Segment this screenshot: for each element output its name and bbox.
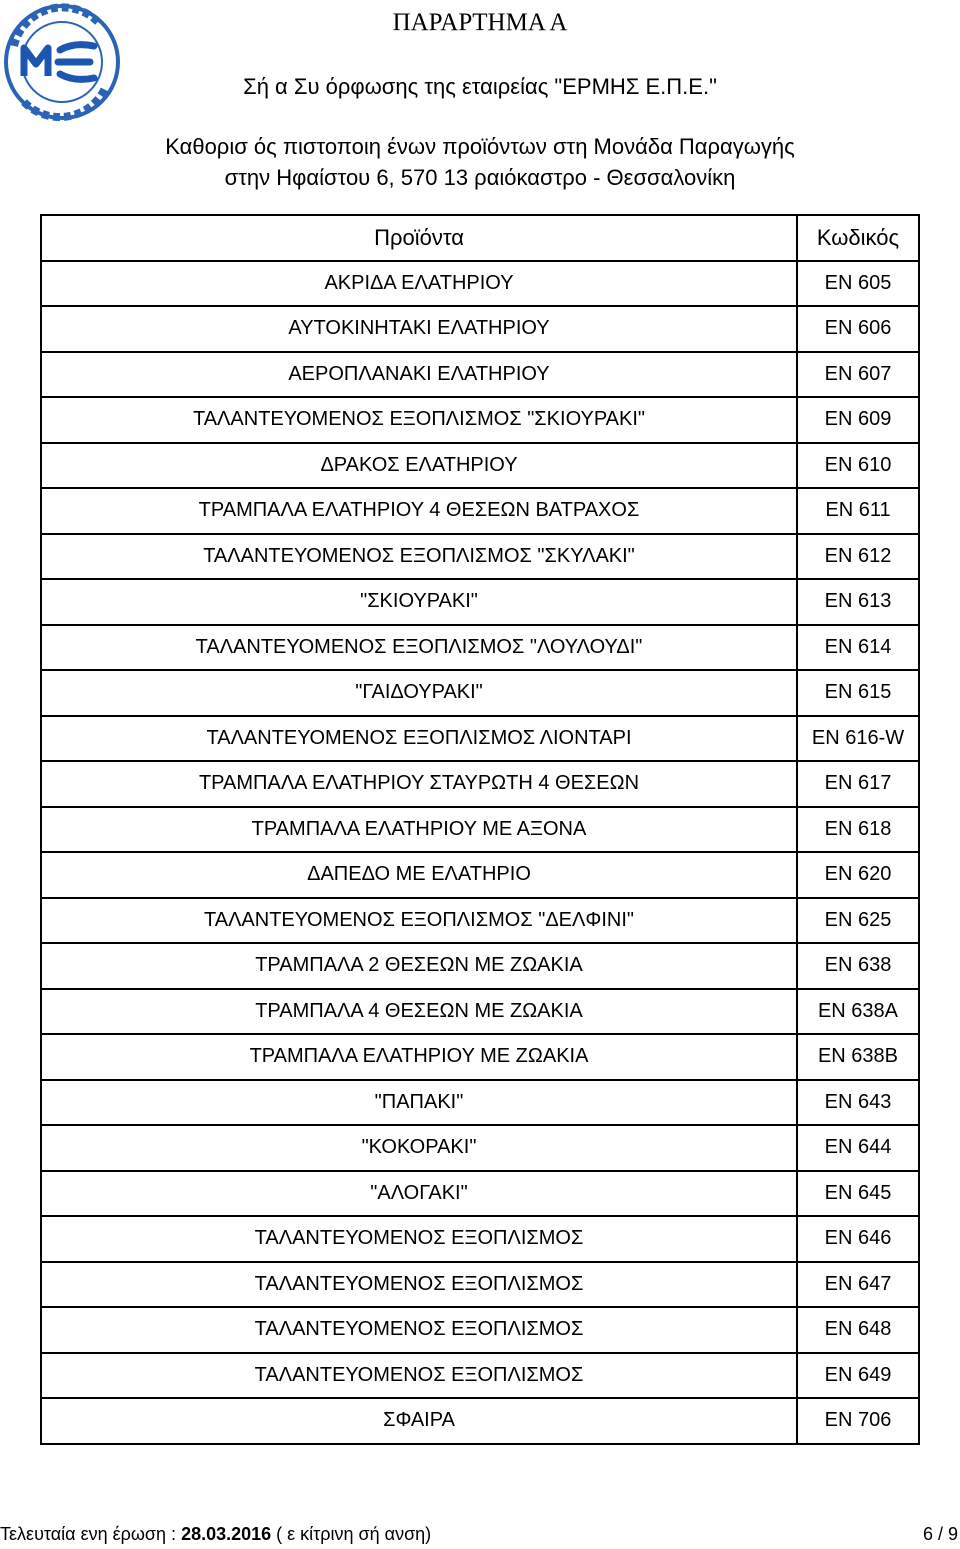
- product-code: EN 616-W: [797, 716, 919, 762]
- product-code: EN 605: [797, 261, 919, 307]
- table-row: [41, 761, 919, 807]
- product-name: "ΠΑΠΑΚΙ": [41, 1080, 797, 1126]
- product-code: EN 649: [797, 1353, 919, 1399]
- product-code: EN 615: [797, 670, 919, 716]
- table-row: [41, 352, 919, 398]
- table-row: [41, 1216, 919, 1262]
- product-name: ΑΚΡΙΔΑ ΕΛΑΤΗΡΙΟΥ: [41, 261, 797, 307]
- product-code: EN 612: [797, 534, 919, 580]
- product-code: EN 706: [797, 1398, 919, 1444]
- product-name: ΤΑΛΑΝΤΕΥΟΜΕΝΟΣ ΕΞΟΠΛΙΣΜΟΣ "ΔΕΛΦΙΝΙ": [41, 898, 797, 944]
- product-code: EN 607: [797, 352, 919, 398]
- table-row: [41, 261, 919, 307]
- product-code: EN 638: [797, 943, 919, 989]
- table-row: [41, 579, 919, 625]
- product-code: EN 617: [797, 761, 919, 807]
- product-name: ΤΡΑΜΠΑΛΑ ΕΛΑΤΗΡΙΟΥ 4 ΘΕΣΕΩΝ ΒΑΤΡΑΧΟΣ: [41, 488, 797, 534]
- product-code: EN 638A: [797, 989, 919, 1035]
- product-name: ΔΡΑΚΟΣ ΕΛΑΤΗΡΙΟΥ: [41, 443, 797, 489]
- table-row: [41, 1034, 919, 1080]
- product-code: EN 625: [797, 898, 919, 944]
- table-row: [41, 625, 919, 671]
- table-row: [41, 670, 919, 716]
- product-code: EN 644: [797, 1125, 919, 1171]
- table-row: [41, 898, 919, 944]
- product-name: "ΣΚΙΟΥΡΑΚΙ": [41, 579, 797, 625]
- product-code: EN 606: [797, 306, 919, 352]
- product-code: EN 620: [797, 852, 919, 898]
- product-code: EN 643: [797, 1080, 919, 1126]
- table-row: [41, 443, 919, 489]
- table-row: [41, 1398, 919, 1444]
- product-code: EN 618: [797, 807, 919, 853]
- product-name: ΑΕΡΟΠΛΑΝΑΚΙ ΕΛΑΤΗΡΙΟΥ: [41, 352, 797, 398]
- product-code: EN 638B: [797, 1034, 919, 1080]
- table-row: [41, 1080, 919, 1126]
- product-name: ΤΡΑΜΠΑΛΑ ΕΛΑΤΗΡΙΟΥ ΜΕ ΖΩΑΚΙΑ: [41, 1034, 797, 1080]
- product-name: ΤΑΛΑΝΤΕΥΟΜΕΝΟΣ ΕΞΟΠΛΙΣΜΟΣ ΛΙΟΝΤΑΡΙ: [41, 716, 797, 762]
- product-name: ΤΡΑΜΠΑΛΑ ΕΛΑΤΗΡΙΟΥ ΣΤΑΥΡΩΤΗ 4 ΘΕΣΕΩΝ: [41, 761, 797, 807]
- product-name: ΤΡΑΜΠΑΛΑ ΕΛΑΤΗΡΙΟΥ ΜΕ ΑΞΟΝΑ: [41, 807, 797, 853]
- table-row: [41, 852, 919, 898]
- table-row: [41, 397, 919, 443]
- product-name: ΤΑΛΑΝΤΕΥΟΜΕΝΟΣ ΕΞΟΠΛΙΣΜΟΣ "ΣΚΙΟΥΡΑΚΙ": [41, 397, 797, 443]
- product-name: ΤΡΑΜΠΑΛΑ 2 ΘΕΣΕΩΝ ΜΕ ΖΩΑΚΙΑ: [41, 943, 797, 989]
- product-code: EN 648: [797, 1307, 919, 1353]
- product-name: ΤΑΛΑΝΤΕΥΟΜΕΝΟΣ ΕΞΟΠΛΙΣΜΟΣ: [41, 1353, 797, 1399]
- table-row: [41, 534, 919, 580]
- product-name: "ΓΑΙΔΟΥΡΑΚΙ": [41, 670, 797, 716]
- product-name: ΤΑΛΑΝΤΕΥΟΜΕΝΟΣ ΕΞΟΠΛΙΣΜΟΣ "ΛΟΥΛΟΥΔΙ": [41, 625, 797, 671]
- table-header-row: [41, 215, 919, 261]
- product-name: ΤΑΛΑΝΤΕΥΟΜΕΝΟΣ ΕΞΟΠΛΙΣΜΟΣ "ΣΚΥΛΑΚΙ": [41, 534, 797, 580]
- document-title: ΠΑΡΑΡΤΗΜΑ Α: [392, 9, 568, 36]
- scope-line-1: Καθορισ ός πιστοποιη ένων προϊόντων στη Μονάδα Παραγωγής: [165, 134, 795, 159]
- table-row: [41, 716, 919, 762]
- table-row: [41, 488, 919, 534]
- document-subtitle: Σή α Συ όρφωσης της εταιρείας "ΕΡΜΗΣ Ε.Π.Ε.": [243, 74, 717, 99]
- product-name: ΔΑΠΕΔΟ ΜΕ ΕΛΑΤΗΡΙΟ: [41, 852, 797, 898]
- product-code: EN 645: [797, 1171, 919, 1217]
- product-code: EN 609: [797, 397, 919, 443]
- product-code: EN 613: [797, 579, 919, 625]
- product-code: EN 647: [797, 1262, 919, 1308]
- products-column-header: Προϊόντα: [41, 215, 797, 261]
- product-code: EN 610: [797, 443, 919, 489]
- scope-line-2: στην Ηφαίστου 6, 570 13 ραιόκαστρο - Θεσσαλονίκη: [224, 165, 736, 190]
- product-name: ΤΡΑΜΠΑΛΑ 4 ΘΕΣΕΩΝ ΜΕ ΖΩΑΚΙΑ: [41, 989, 797, 1035]
- code-column-header: Κωδικός: [797, 215, 919, 261]
- table-row: [41, 989, 919, 1035]
- product-name: ΤΑΛΑΝΤΕΥΟΜΕΝΟΣ ΕΞΟΠΛΙΣΜΟΣ: [41, 1216, 797, 1262]
- table-row: [41, 943, 919, 989]
- product-name: "ΚΟΚΟΡΑΚΙ": [41, 1125, 797, 1171]
- product-name: "ΑΛΟΓΑΚΙ": [41, 1171, 797, 1217]
- table-row: [41, 1171, 919, 1217]
- product-name: ΤΑΛΑΝΤΕΥΟΜΕΝΟΣ ΕΞΟΠΛΙΣΜΟΣ: [41, 1307, 797, 1353]
- product-name: ΤΑΛΑΝΤΕΥΟΜΕΝΟΣ ΕΞΟΠΛΙΣΜΟΣ: [41, 1262, 797, 1308]
- product-code: EN 646: [797, 1216, 919, 1262]
- last-update-date: 28.03.2016: [181, 1524, 272, 1544]
- last-update: [0, 1524, 431, 1545]
- table-row: [41, 306, 919, 352]
- last-update-note: ( ε κίτρινη σή ανση): [271, 1524, 432, 1544]
- table-row: [41, 807, 919, 853]
- product-name: ΑΥΤΟΚΙΝΗΤΑΚΙ ΕΛΑΤΗΡΙΟΥ: [41, 306, 797, 352]
- product-name: ΣΦΑΙΡΑ: [41, 1398, 797, 1444]
- product-code: EN 614: [797, 625, 919, 671]
- table-row: [41, 1125, 919, 1171]
- products-table: [40, 214, 920, 1445]
- table-row: [41, 1262, 919, 1308]
- page-number: 6 / 9: [922, 1524, 958, 1544]
- table-row: [41, 1307, 919, 1353]
- table-row: [41, 1353, 919, 1399]
- last-update-label: Τελευταία ενη έρωση :: [0, 1524, 182, 1544]
- product-code: EN 611: [797, 488, 919, 534]
